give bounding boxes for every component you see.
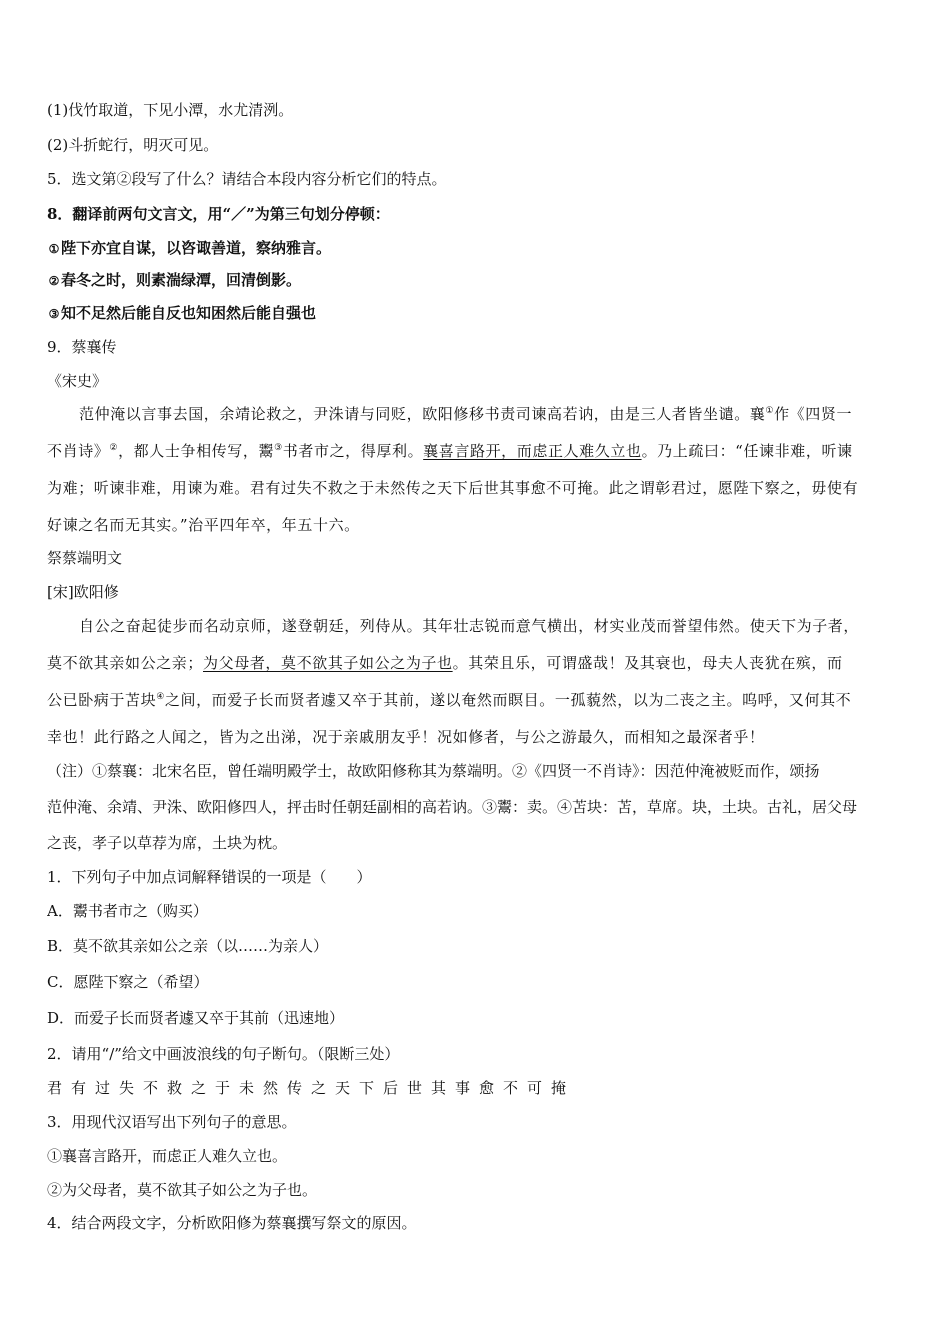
passage-2-line-2: [47, 652, 907, 674]
p2-text-e: 之间，而爱子长而贤者遽又卒于其前，遂以奄然而瞑目。一孤藐然，以为二丧之主。呜呼，又何其不: [164, 691, 852, 709]
sub-question-2: 2．请用“/”给文中画波浪线的句子断句。（限断三处）: [47, 1045, 400, 1063]
p1-text-f: 。乃上疏曰：“任谏非难，听谏: [641, 442, 853, 460]
option-a: A．鬻书者市之（购买）: [47, 902, 208, 920]
passage-1-line-3: 为难；听谏非难，用谏为难。君有过失不救之于未然传之天下后世其事愈不可掩。此之谓彰君过，愿陛下察之，毋使有: [47, 479, 859, 497]
passage-1-line-2: [47, 440, 907, 462]
item-2-text: 春冬之时，则素湍绿潭，回清倒影。: [61, 271, 302, 289]
p2-text-d: 公已卧病于苫块: [47, 691, 157, 709]
passage-2-line-4: 幸也！此行路之人闻之，皆为之出涕，况于亲戚朋友乎！况如修者，与公之游最久，而相知之最深者乎！: [47, 728, 765, 746]
item-marker-1: ①: [48, 242, 60, 256]
question-9-head: 9．蔡襄传: [47, 338, 117, 356]
question-5: 5．选文第②段写了什么？请结合本段内容分析它们的特点。: [47, 170, 447, 188]
question-8-item-2: [47, 269, 907, 292]
question-8-item-3: [47, 302, 907, 325]
item-3-text: 知不足然后能自反也知困然后能自强也: [61, 304, 317, 322]
p1-text-e: 书者市之，得厚利。: [282, 442, 424, 460]
p2-text-b: 莫不欲其亲如公之亲；: [47, 654, 204, 672]
underlined-sentence-1: 襄喜言路开，而虑正人难久立也: [423, 442, 642, 460]
prev-sentence-2: (2)斗折蛇行，明灭可见。: [47, 136, 219, 154]
p1-text-b: 作《四贤一: [774, 405, 853, 423]
p1-text-c: 不肖诗》: [47, 442, 110, 460]
translate-sentence-1: ①襄喜言路开，而虑正人难久立也。: [47, 1147, 288, 1165]
p1-text-a: 范仲淹以言事去国，余靖论救之，尹洙请与同贬，欧阳修移书责司谏高若讷，由是三人者皆坐谴。襄: [79, 405, 766, 423]
p2-text-c: 。其荣且乐，可谓盛哉！及其衰也，母夫人丧犹在殡，而: [452, 654, 843, 672]
note-line-3: 之丧，孝子以草荐为席，土块为枕。: [47, 834, 288, 852]
underlined-sentence-2: 为父母者，莫不欲其子如公之为子也: [203, 654, 453, 672]
source-songshi: 《宋史》: [47, 372, 108, 390]
item-marker-3: ③: [48, 307, 60, 321]
option-d: D．而爱子长而贤者遽又卒于其前（迅速地）: [47, 1009, 345, 1027]
question-8-title: 8．翻译前两句文言文，用“／”为第三句划分停顿：: [47, 205, 390, 223]
passage-1-line-1: [47, 403, 907, 425]
p1-text-d: ，都人士争相传写，鬻: [118, 442, 275, 460]
footnote-mark-3: ③: [274, 443, 283, 453]
passage-2-line-3: [47, 689, 907, 711]
passage-1-line-4: 好谏之名而无其实。”治平四年卒，年五十六。: [47, 516, 360, 534]
passage-2-line-1: 自公之奋起徒步而名动京师，遂登朝廷，列侍从。其年壮志锐而意气横出，材实业茂而誉望伟然。使天下为子者，: [79, 617, 860, 635]
sentence-to-punctuate: 君有过失不救之于未然传之天下后世其事愈不可掩: [47, 1079, 576, 1097]
footnote-mark-1: ①: [765, 406, 775, 416]
sub-question-3: 3．用现代汉语写出下列句子的意思。: [47, 1113, 297, 1131]
footnote-mark-4: ④: [156, 692, 165, 702]
note-line-2: 范仲淹、余靖、尹洙、欧阳修四人，抨击时任朝廷副相的高若讷。③鬻：卖。④苫块：苫，草席。块，土块。古礼，居父母: [47, 798, 858, 816]
prev-sentence-1: (1)伐竹取道，下见小潭，水尤清洌。: [47, 101, 294, 119]
footnote-mark-2: ②: [109, 443, 119, 453]
option-b: B．莫不欲其亲如公之亲（以……为亲人）: [47, 937, 329, 955]
option-c: C．愿陛下察之（希望）: [47, 973, 209, 991]
eulogy-title: 祭蔡端明文: [47, 549, 123, 567]
eulogy-author: [宋]欧阳修: [47, 583, 119, 601]
item-1-text: 陛下亦宜自谋，以咨诹善道，察纳雅言。: [61, 239, 332, 257]
sub-question-4: 4．结合两段文字，分析欧阳修为蔡襄撰写祭文的原因。: [47, 1214, 417, 1232]
sub-question-1: 1．下列句子中加点词解释错误的一项是（ ）: [47, 868, 372, 886]
question-8-item-1: [47, 237, 907, 260]
note-line-1: （注）①蔡襄：北宋名臣，曾任端明殿学士，故欧阳修称其为蔡端明。②《四贤一不肖诗》：因范仲淹被贬而作，颂扬: [47, 762, 820, 780]
translate-sentence-2: ②为父母者，莫不欲其子如公之为子也。: [47, 1181, 318, 1199]
item-marker-2: ②: [48, 274, 60, 288]
